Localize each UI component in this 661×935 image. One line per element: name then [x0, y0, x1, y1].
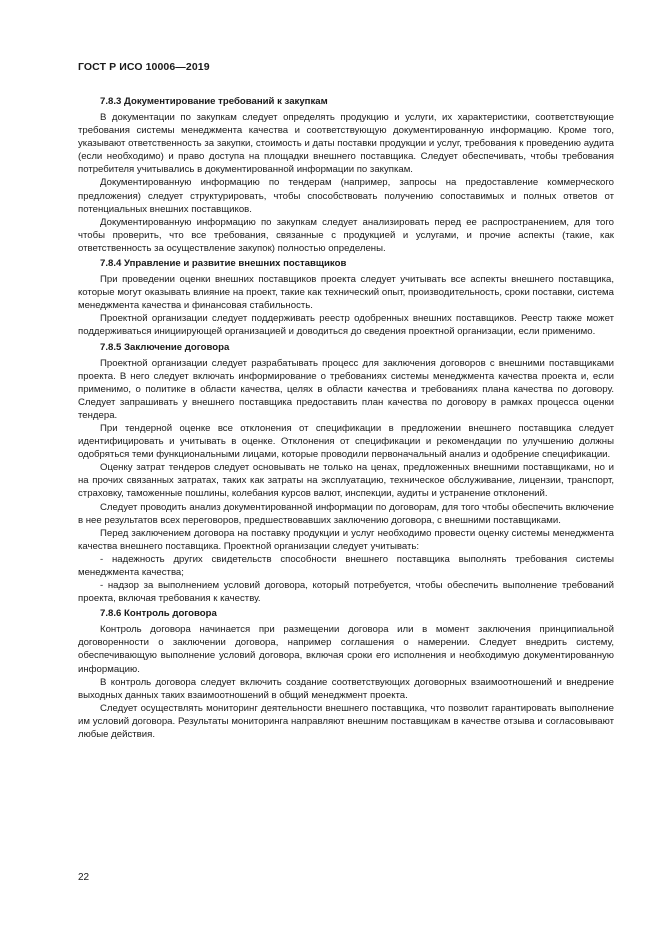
section-heading: 7.8.4 Управление и развитие внешних поставщиков [100, 258, 347, 270]
paragraph: Следует проводить анализ документированной информации по договорам, для того чтобы обеспечить включение в нее результатов всех переговоров, предшествовавших заключению договора, с внешними поставщиками. [78, 501, 614, 526]
page-number: 22 [78, 872, 90, 883]
section-heading: 7.8.3 Документирование требований к закупкам [100, 96, 328, 107]
section-heading: 7.8.6 Контроль договора [100, 608, 217, 620]
paragraph: Контроль договора начинается при размещении договора или в момент заключения принципиальной договоренности о заключении договора, например соглашения о намерении. Следует внедрить систему, обеспечивающую выполнение условий договора, включая сроки его исполнения и необходимую документированную информацию. [78, 624, 614, 675]
list-item: - надежность других свидетельств способности внешнего поставщика выполнять требования системы менеджмента качества; [78, 553, 614, 578]
paragraph: Проектной организации следует поддерживать реестр одобренных внешних поставщиков. Реестр также может поддерживаться инициирующей организацией и доводиться до сведения проектной организации, если применимо. [78, 313, 614, 338]
section-heading: 7.8.5 Заключение договора [100, 341, 230, 353]
paragraph: Оценку затрат тендеров следует основывать не только на ценах, предложенных внешними поставщиками, но и на прочих связанных затратах, таких как затраты на эксплуатацию, техническое обслуживание, лицензии, транспорт, страховку, таможенные пошлины, колебания курсов валют, инспекции, аудиты и устранение отклонений. [78, 462, 614, 500]
paragraph: В документации по закупкам следует определять продукцию и услуги, их характеристики, соответствующие требования системы менеджмента качества и соответствующую документированную информацию. Кроме того, указывают ответственность за закупки, стоимость и даты поставки продукции и услуг, требования к проведению аудита (если необходимо) и право доступа на площадки внешнего поставщика. Следует обеспечивать, чтобы требования потребителя учитывались в документированной информации по закупкам. [78, 112, 614, 176]
paragraph: При тендерной оценке все отклонения от спецификации в предложении внешнего поставщика следует идентифицировать и учитывать в оценке. Отклонения от спецификации и рекомендации по улучшению должны одобряться теми функциональными лицами, которые проводили первоначальный анализ и одобрение спецификации. [78, 422, 614, 461]
paragraph: Документированную информацию по закупкам следует анализировать перед ее распространением, для того чтобы проверить, что все требования, связанные с продукцией и услугами, и прочие аспекты (такие, как ответственность за осуществление закупок) полностью определены. [78, 216, 614, 254]
paragraph: Документированную информацию по тендерам (например, запросы на предоставление коммерческого предложения) следует структурировать, чтобы способствовать получению сопоставимых и полных ответов от потенциальных внешних поставщиков. [78, 177, 614, 215]
paragraph: Проектной организации следует разрабатывать процесс для заключения договоров с внешними поставщиками проекта. В него следует включать информирование о требованиях системы менеджмента качества проекта и, если применимо, о политике в области качества, целях в области качества и требованиях плана качества по договору. Следует запрашивать у внешнего поставщика предоставить план качества по договору в рамках процесса оценки тендера. [78, 357, 614, 421]
page-content [78, 93, 614, 741]
paragraph: Перед заключением договора на поставку продукции и услуг необходимо провести оценку системы менеджмента качества внешнего поставщика. Проектной организации следует учитывать: [78, 527, 614, 552]
paragraph: В контроль договора следует включить создание соответствующих договорных взаимоотношений и внедрение выходных данных таких взаимоотношений в общий менеджмент проекта. [78, 676, 614, 701]
standard-header: ГОСТ Р ИСО 10006—2019 [78, 61, 210, 73]
list-item: - надзор за выполнением условий договора, который потребуется, чтобы обеспечить выполнение требований проекта, включая требования к качеству. [78, 580, 614, 605]
paragraph: При проведении оценки внешних поставщиков проекта следует учитывать все аспекты внешнего поставщика, которые могут оказывать влияние на проект, такие как технический опыт, производительность, сроки поставки, система менеджмента качества и финансовая стабильность. [78, 274, 614, 312]
paragraph: Следует осуществлять мониторинг деятельности внешнего поставщика, что позволит гарантировать выполнение им условий договора. Результаты мониторинга направляют внешним поставщикам в качестве отзыва и согласовывают любые действия. [78, 702, 614, 741]
